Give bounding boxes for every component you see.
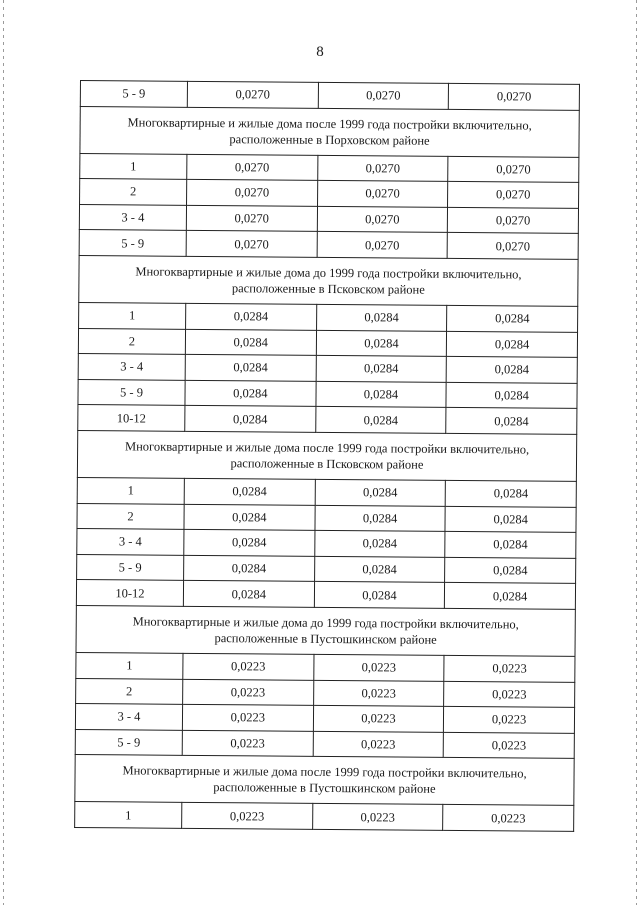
rate-cell: 0,0223 <box>443 805 574 832</box>
section-header <box>75 755 574 806</box>
rate-cell: 0,0284 <box>445 532 576 559</box>
floors-cell: 2 <box>76 678 183 704</box>
floors-cell: 1 <box>79 302 186 328</box>
floors-cell: 1 <box>77 477 184 503</box>
rate-cell: 0,0270 <box>186 205 317 232</box>
table-row <box>76 678 575 708</box>
rate-cell: 0,0223 <box>444 655 575 682</box>
floors-cell: 2 <box>78 328 185 354</box>
rate-cell: 0,0223 <box>444 732 575 759</box>
section-header-row <box>77 430 576 481</box>
rate-cell: 0,0284 <box>314 530 445 557</box>
rate-cell: 0,0270 <box>448 156 579 183</box>
rates-table-body <box>75 81 580 832</box>
rate-cell: 0,0284 <box>446 357 577 384</box>
rate-cell: 0,0284 <box>316 381 447 408</box>
floors-cell: 2 <box>77 503 184 529</box>
floors-cell: 3 - 4 <box>77 529 184 555</box>
rate-cell: 0,0223 <box>313 705 444 732</box>
rate-cell: 0,0223 <box>313 680 444 707</box>
rate-cell: 0,0270 <box>317 206 448 233</box>
rate-cell: 0,0223 <box>444 706 575 733</box>
section-header-line: Многоквартирные и жилые дома после 1999 года постройки включительно, <box>122 763 527 781</box>
table-row <box>77 554 576 584</box>
section-header-line: Многоквартирные и жилые дома до 1999 года постройки включительно, <box>135 264 522 282</box>
table-row <box>78 354 577 384</box>
table-row <box>79 230 578 260</box>
rate-cell: 0,0284 <box>186 303 317 330</box>
table-row <box>79 302 578 332</box>
rate-cell: 0,0284 <box>446 382 577 409</box>
rate-cell: 0,0284 <box>445 480 576 507</box>
section-header-row <box>80 106 579 157</box>
rate-cell: 0,0284 <box>315 479 446 506</box>
rate-cell: 0,0270 <box>187 154 318 181</box>
rate-cell: 0,0270 <box>186 231 317 258</box>
rate-cell: 0,0284 <box>314 556 445 583</box>
table-row <box>77 477 576 507</box>
scan-edge-left <box>3 0 4 905</box>
rate-cell: 0,0284 <box>185 380 316 407</box>
table-row <box>76 580 575 610</box>
rate-cell: 0,0270 <box>448 182 579 209</box>
scan-edge-right <box>636 0 637 905</box>
rate-cell: 0,0270 <box>187 180 318 207</box>
floors-cell: 5 - 9 <box>77 554 184 580</box>
floors-cell: 5 - 9 <box>78 379 185 405</box>
rate-cell: 0,0284 <box>185 354 316 381</box>
rate-cell: 0,0284 <box>184 555 315 582</box>
floors-cell: 2 <box>80 179 187 205</box>
table-row <box>78 328 577 358</box>
section-header-row <box>76 605 575 656</box>
rate-cell: 0,0223 <box>313 654 444 681</box>
rate-cell: 0,0284 <box>184 504 315 531</box>
rate-cell: 0,0284 <box>185 329 316 356</box>
rate-cell: 0,0223 <box>312 804 443 831</box>
rate-cell: 0,0270 <box>449 83 580 110</box>
floors-cell: 3 - 4 <box>79 204 186 230</box>
rate-cell: 0,0270 <box>317 181 448 208</box>
table-row <box>76 652 575 682</box>
rate-cell: 0,0270 <box>187 81 318 108</box>
rate-cell: 0,0284 <box>446 408 577 435</box>
rate-cell: 0,0284 <box>184 529 315 556</box>
section-header-line: Многоквартирные и жилые дома после 1999 года постройки включительно, <box>124 439 530 457</box>
table-row <box>78 405 577 435</box>
section-header <box>76 605 575 656</box>
rate-cell: 0,0284 <box>445 506 576 533</box>
rate-cell: 0,0284 <box>316 304 447 331</box>
rate-cell: 0,0223 <box>313 731 444 758</box>
section-header-row <box>79 255 578 306</box>
section-header <box>80 106 579 157</box>
rate-cell: 0,0284 <box>315 505 446 532</box>
rate-cell: 0,0284 <box>184 478 315 505</box>
section-header <box>79 255 578 306</box>
rate-cell: 0,0284 <box>445 557 576 584</box>
table-row <box>80 81 579 111</box>
rate-cell: 0,0284 <box>314 582 445 609</box>
rate-cell: 0,0223 <box>182 704 313 731</box>
section-header-line: расположенные в Псковском районе <box>231 281 425 297</box>
table-row <box>79 204 578 234</box>
rate-cell: 0,0223 <box>182 803 313 830</box>
floors-cell: 10-12 <box>76 580 183 606</box>
floors-cell: 5 - 9 <box>75 729 182 755</box>
floors-cell: 10-12 <box>78 405 185 431</box>
rate-cell: 0,0284 <box>445 583 576 610</box>
rate-cell: 0,0284 <box>447 331 578 358</box>
rate-cell: 0,0270 <box>448 207 579 234</box>
table-row <box>75 704 574 734</box>
section-header-line: Многоквартирные и жилые дома до 1999 года постройки включительно, <box>132 614 519 632</box>
table-row <box>75 802 574 832</box>
page-number: 8 <box>316 44 324 60</box>
floors-cell: 5 - 9 <box>80 81 187 107</box>
rate-cell: 0,0284 <box>183 581 314 608</box>
floors-cell: 5 - 9 <box>79 230 186 256</box>
section-header-row <box>75 755 574 806</box>
rate-cell: 0,0223 <box>182 730 313 757</box>
table-row <box>80 179 579 209</box>
rates-table <box>74 80 580 832</box>
floors-cell: 1 <box>75 802 182 828</box>
table-row <box>77 529 576 559</box>
section-header-line: расположенные в Пустошкинском районе <box>213 780 436 797</box>
floors-cell: 3 - 4 <box>75 704 182 730</box>
section-header-line: расположенные в Пустошкинском районе <box>214 630 437 647</box>
section-header-line: расположенные в Псковском районе <box>230 456 424 472</box>
rate-cell: 0,0223 <box>444 681 575 708</box>
section-header <box>77 430 576 481</box>
rate-cell: 0,0270 <box>317 155 448 182</box>
rate-cell: 0,0223 <box>183 653 314 680</box>
table-row <box>80 153 579 183</box>
rate-cell: 0,0270 <box>318 82 449 109</box>
section-header-line: расположенные в Порховском районе <box>229 131 430 148</box>
rate-cell: 0,0270 <box>317 232 448 259</box>
rate-cell: 0,0284 <box>185 406 316 433</box>
rate-cell: 0,0284 <box>316 330 447 357</box>
rate-cell: 0,0284 <box>316 356 447 383</box>
table-row <box>77 503 576 533</box>
rate-cell: 0,0270 <box>447 233 578 260</box>
rate-cell: 0,0284 <box>447 305 578 332</box>
section-header-line: Многоквартирные и жилые дома после 1999 года постройки включительно, <box>127 114 532 133</box>
floors-cell: 3 - 4 <box>78 354 185 380</box>
floors-cell: 1 <box>80 153 187 179</box>
table-row <box>75 729 574 759</box>
floors-cell: 1 <box>76 652 183 678</box>
rate-cell: 0,0223 <box>183 679 314 706</box>
table-row <box>78 379 577 409</box>
rate-cell: 0,0284 <box>315 407 446 434</box>
